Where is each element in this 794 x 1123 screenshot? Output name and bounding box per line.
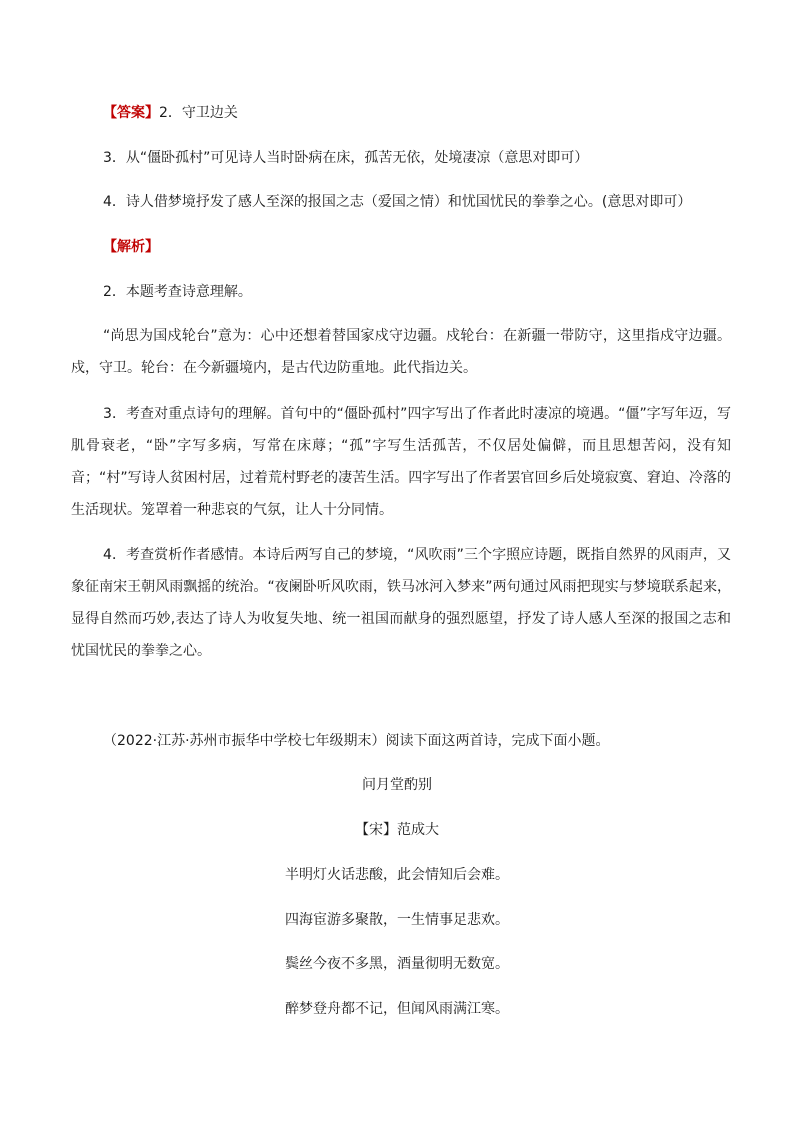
poem-line-1: 半明灯火话悲酸，此会情知后会难。 (285, 867, 509, 883)
analysis-item-2-title: 2．本题考查诗意理解。 (103, 284, 252, 300)
answer-item-2: 2．守卫边关 (159, 105, 238, 121)
analysis-item-3-body: 3．考查对重点诗句的理解。首句中的“僵卧孤村”四字写出了作者此时凄凉的境遇。“僵”字写年迈，写肌骨衰老，“卧”字写多病，写常在床蓐；“孤”字写生活孤苦，不仅居处偏僻，而且思想苦闷，没有知音；“村”写诗人贫困村居，过着荒村野老的凄苦生活。四字写出了作者罢官回乡后处境寂寞、窘迫、冷落的生活现状。笼罩着一种悲哀的气氛，让人十分同情。 (71, 406, 731, 518)
poem-line-3: 鬓丝今夜不多黑，酒量彻明无数宽。 (285, 956, 509, 972)
answer-tag: 【答案】 (103, 105, 159, 121)
analysis-tag: 【解析】 (103, 239, 159, 255)
poem-line-4: 醉梦登舟都不记，但闻风雨满江寒。 (285, 1001, 509, 1017)
answer-item-3: 3．从“僵卧孤村”可见诗人当时卧病在床，孤苦无依，处境凄凉（意思对即可） (103, 150, 589, 166)
answer-item-4: 4．诗人借梦境抒发了感人至深的报国之志（爱国之情）和忧国忧民的拳拳之心。(意思对即可） (103, 194, 692, 210)
question-intro: （2022·江苏·苏州市振华中学校七年级期末）阅读下面这两首诗，完成下面小题。 (103, 733, 610, 749)
analysis-item-2-body: “尚思为国戍轮台”意为：心中还想着替国家戍守边疆。戍轮台：在新疆一带防守，这里指戍守边疆。戍，守卫。轮台：在今新疆境内，是古代边防重地。此代指边关。 (71, 328, 731, 376)
poem-title: 问月堂酌别 (362, 777, 432, 793)
poem-line-2: 四海宦游多聚散，一生情事足悲欢。 (285, 912, 509, 928)
poem-author: 【宋】范成大 (355, 822, 439, 838)
analysis-tag-line (103, 238, 159, 256)
answer-line-2 (103, 104, 238, 122)
analysis-item-4-body: 4．考查赏析作者感情。本诗后两写自己的梦境，“风吹雨”三个字照应诗题，既指自然界的风雨声，又象征南宋王朝风雨飘摇的统治。“夜阑卧听风吹雨，铁马冰河入梦来”两句通过风雨把现实与梦境联系起来，显得自然而巧妙,表达了诗人为收复失地、统一祖国而献身的强烈愿望，抒发了诗人感人至深的报国之志和忧国忧民的拳拳之心。 (71, 547, 731, 659)
